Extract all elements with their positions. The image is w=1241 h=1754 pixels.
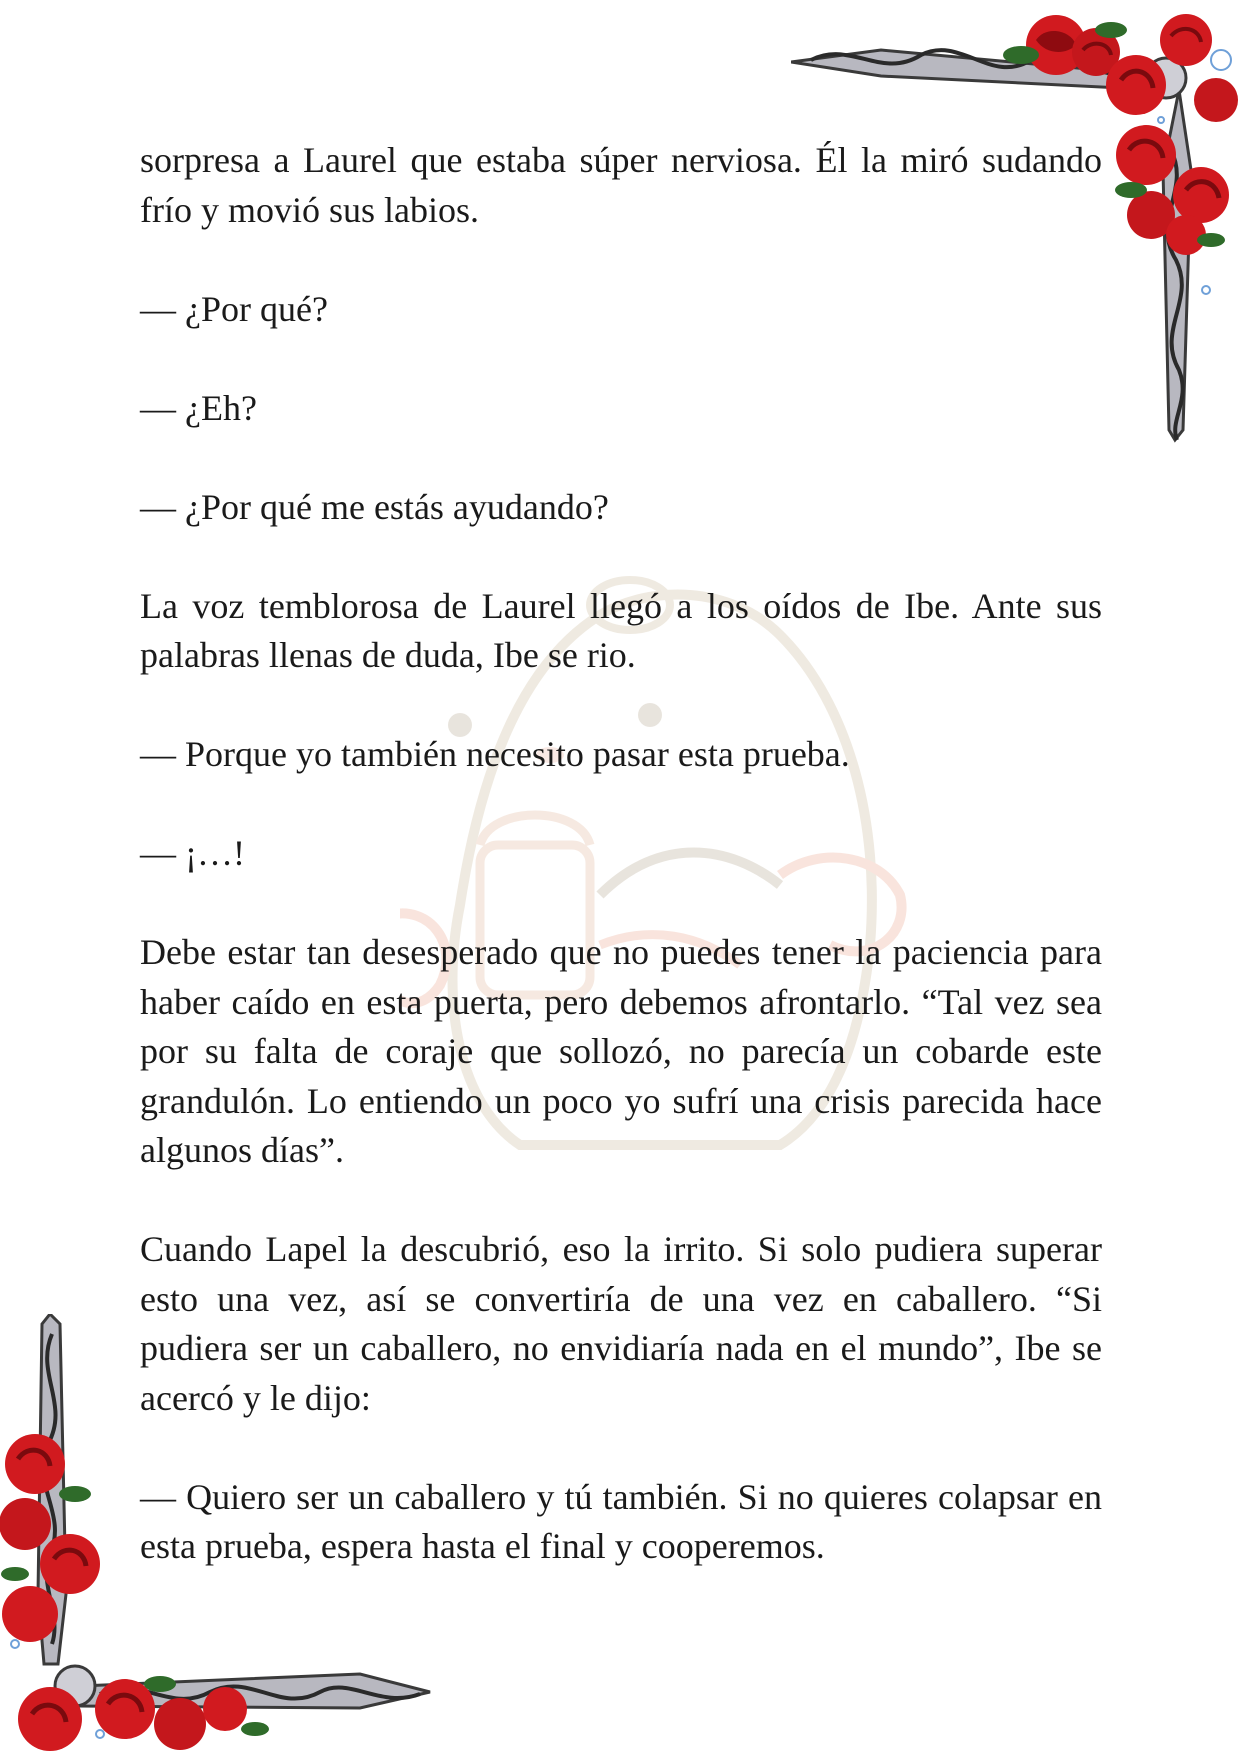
dialogue-line-4: — Porque yo también necesito pasar esta prueba. [140, 734, 850, 774]
paragraph-3: Debe estar tan desesperado que no puedes tener la paciencia para haber caído en esta puerta, pero debemos afrontarlo. “Tal vez sea por su falta de coraje que sollozó, no parecía un cobarde este grandulón. Lo entiendo un poco yo sufrí una crisis parecida hace algunos días”. [140, 932, 1102, 1170]
dialogue-line-5: — ¡…! [140, 833, 245, 873]
dialogue-line-1: — ¿Por qué? [140, 288, 328, 329]
dialogue-line-3: — ¿Por qué me estás ayudando? [140, 486, 609, 527]
dialogue-line-6: — Quiero ser un caballero y tú también. Si no quieres colapsar en esta prueba, espera hasta el final y cooperemos. [140, 1476, 1102, 1566]
dialogue-line-2: — ¿Eh? [140, 387, 257, 428]
chapter-text [140, 136, 1102, 1621]
paragraph-2: La voz temblorosa de Laurel llegó a los oídos de Ibe. Ante sus palabras llenas de duda, Ibe se rio. [140, 585, 1102, 675]
paragraph-1: sorpresa a Laurel que estaba súper nerviosa. Él la miró sudando frío y movió sus labios. [140, 140, 1102, 230]
paragraph-4: Cuando Lapel la descubrió, eso la irrito. Si solo pudiera superar esto una vez, así se convertiría de una vez en caballero. “Si pudiera ser un caballero, no envidiaría nada en el mundo”, Ibe se acercó y le dijo: [140, 1229, 1102, 1418]
